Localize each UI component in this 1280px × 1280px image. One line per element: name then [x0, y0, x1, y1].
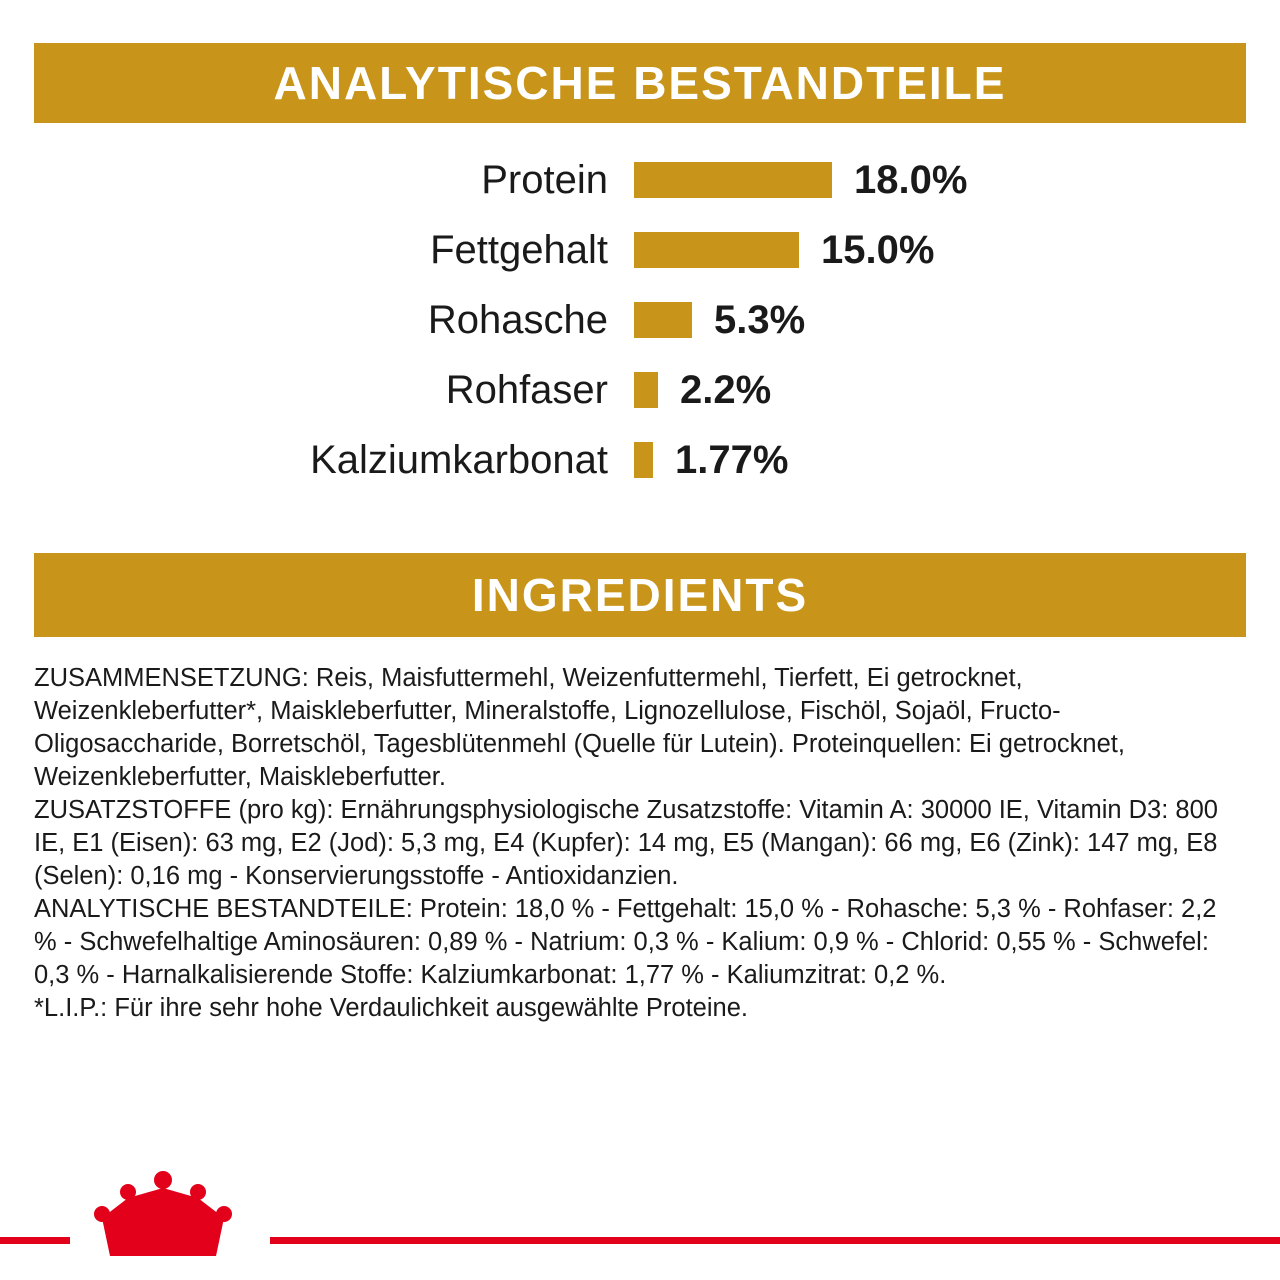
royal-canin-crown-logo [78, 1170, 248, 1256]
chart-bar [634, 442, 653, 478]
chart-value-label: 18.0% [854, 157, 968, 202]
chart-row [34, 425, 1246, 495]
ingredients-text-block [34, 662, 1234, 1025]
chart-bar-wrapper [634, 368, 1246, 413]
chart-row [34, 285, 1246, 355]
chart-category-label: Rohfaser [445, 367, 608, 412]
analytical-bar-chart [34, 145, 1246, 535]
chart-bar-wrapper [634, 298, 1246, 343]
chart-row [34, 355, 1246, 425]
additives-paragraph: ZUSATZSTOFFE (pro kg): Ernährungsphysiologische Zusatzstoffe: Vitamin A: 30000 IE, Vitamin D3: 800 IE, E1 (Eisen): 63 mg, E2 (Jod): 5,3 mg, E4 (Kupfer): 14 mg, E5 (Mangan): 66 mg, E6 (Zink): 147 mg, E8 (Selen): 0,16 mg - Konservierungsstoffe - Antioxidanzien. [34, 796, 1218, 890]
footer-accent-line-left [0, 1237, 70, 1244]
chart-category-label: Rohasche [427, 297, 608, 342]
chart-value-label: 15.0% [821, 227, 935, 272]
chart-bar-wrapper [634, 158, 1246, 203]
lip-footnote: *L.I.P.: Für ihre sehr hohe Verdaulichkeit ausgewählte Proteine. [34, 994, 748, 1022]
chart-value-label: 5.3% [714, 297, 806, 342]
chart-category-label: Kalziumkarbonat [310, 437, 608, 482]
ingredients-section-title: INGREDIENTS [34, 553, 1246, 637]
analytical-section-title: ANALYTISCHE BESTANDTEILE [34, 43, 1246, 123]
chart-bar [634, 232, 799, 268]
chart-category-label: Fettgehalt [430, 227, 608, 272]
chart-value-label: 1.77% [675, 437, 789, 482]
chart-bar-wrapper [634, 228, 1246, 273]
analytical-paragraph: ANALYTISCHE BESTANDTEILE: Protein: 18,0 % - Fettgehalt: 15,0 % - Rohasche: 5,3 % - Rohfaser: 2,2 % - Schwefelhaltige Aminosäuren: 0,89 % - Natrium: 0,3 % - Kalium: 0,9 % - Chlorid: 0,55 % - Schwefel: 0,3 % - Harnalkalisierende Stoffe: Kalziumkarbonat: 1,77 % - Kaliumzitrat: 0,2 %. [34, 895, 1217, 989]
chart-row [34, 145, 1246, 215]
composition-paragraph: ZUSAMMENSETZUNG: Reis, Maisfuttermehl, Weizenfuttermehl, Tierfett, Ei getrocknet, Weizenkleberfutter*, Maiskleberfutter, Mineralstoffe, Lignozellulose, Fischöl, Sojaöl, Fructo-Oligosaccharide, Borretschöl, Tagesblütenmehl (Quelle für Lutein). Proteinquellen: Ei getrocknet, Weizenkleberfutter, Maiskleberfutter. [34, 664, 1125, 791]
footer-accent-line-right [270, 1237, 1280, 1244]
footer [0, 1160, 1280, 1280]
chart-bar [634, 372, 658, 408]
chart-value-label: 2.2% [680, 367, 772, 412]
chart-category-label: Protein [481, 157, 608, 202]
chart-bar-wrapper [634, 438, 1246, 483]
chart-bar [634, 162, 832, 198]
chart-row [34, 215, 1246, 285]
chart-bar [634, 302, 692, 338]
